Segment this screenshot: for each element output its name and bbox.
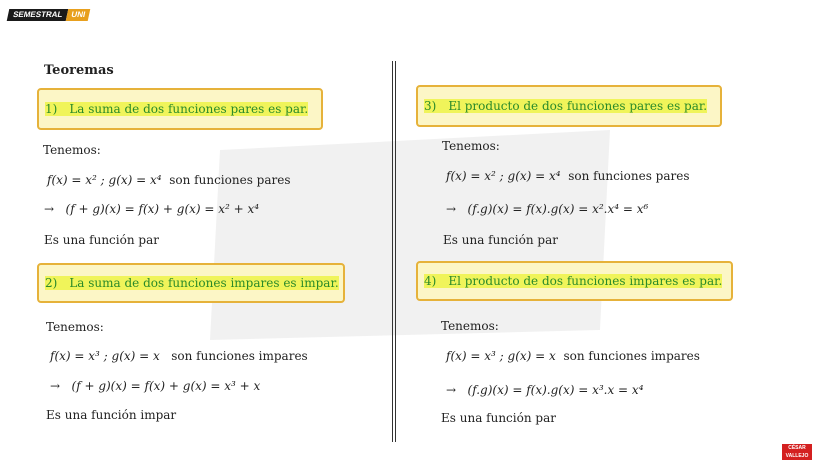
theorem-3-conclusion: Es una función par — [443, 233, 558, 247]
theorem-2-statement: 2) La suma de dos funciones impares es impar. — [45, 276, 339, 290]
theorem-3-statement: 3) El producto de dos funciones pares es par. — [424, 99, 708, 113]
theorem-1-conclusion: Es una función par — [44, 233, 159, 247]
theorem-1-definition: f(x) = x² ; g(x) = x⁴ son funciones pares — [47, 173, 291, 187]
brand-logo-text: CÉSAR VALLEJO — [785, 445, 809, 459]
brand-tag: UNI — [66, 9, 90, 21]
theorem-3-tenemos: Tenemos: — [442, 139, 500, 153]
theorem-1-box — [37, 88, 323, 130]
theorem-2-box — [37, 263, 345, 303]
theorem-2-tenemos: Tenemos: — [46, 320, 104, 334]
theorem-3-box — [416, 85, 722, 127]
theorem-1-tenemos: Tenemos: — [43, 143, 101, 157]
theorem-4-definition: f(x) = x³ ; g(x) = x son funciones impares — [446, 349, 700, 363]
theorem-4-statement: 4) El producto de dos funciones impares es par. — [424, 274, 723, 288]
theorem-1-statement: 1) La suma de dos funciones pares es par. — [45, 102, 309, 116]
theorem-1-result: → (f + g)(x) = f(x) + g(x) = x² + x⁴ — [44, 202, 260, 216]
watermark-logo — [200, 110, 630, 350]
page-title: Teoremas — [44, 63, 114, 78]
theorem-4-conclusion: Es una función par — [441, 411, 556, 425]
theorem-4-box — [416, 261, 733, 301]
brand-badge — [7, 9, 91, 21]
theorem-2-result: → (f + g)(x) = f(x) + g(x) = x³ + x — [50, 379, 261, 393]
theorem-3-result: → (f.g)(x) = f(x).g(x) = x².x⁴ = x⁶ — [446, 202, 649, 216]
theorem-2-conclusion: Es una función impar — [46, 408, 177, 422]
theorem-4-tenemos: Tenemos: — [441, 319, 499, 333]
theorem-3-definition: f(x) = x² ; g(x) = x⁴ son funciones pares — [446, 169, 690, 183]
brand-name: SEMESTRAL — [7, 9, 69, 21]
column-divider — [392, 61, 396, 442]
theorem-4-result: → (f.g)(x) = f(x).g(x) = x³.x = x⁴ — [446, 383, 644, 397]
brand-logo — [782, 444, 812, 460]
theorem-2-definition: f(x) = x³ ; g(x) = x son funciones impares — [50, 349, 308, 363]
